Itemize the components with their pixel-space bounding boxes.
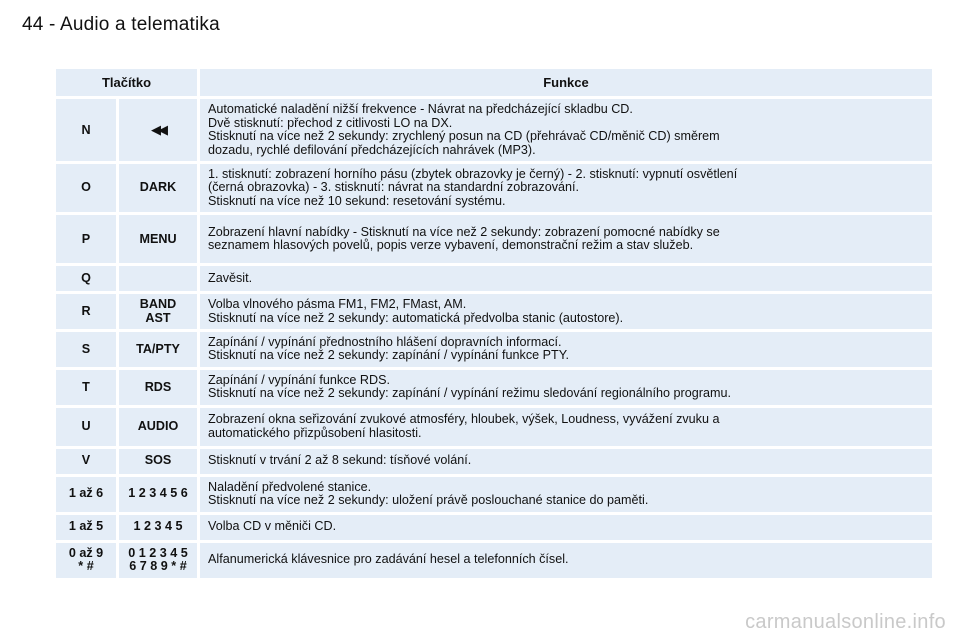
button-key: TA/PTY [119,332,200,367]
button-key: AUDIO [119,408,200,446]
button-letter: N [56,99,119,161]
function-description: Automatické naladění nižší frekvence - Návrat na předcházející skladbu CD. Dvě stisknutí: přechod z citlivosti LO na DX. Stisknutí na více než 2 sekundy: zrychlený posun na CD (přehrávač CD/měnič CD) směrem dozadu, rychlé defilování předcházejících nahrávek (MP3). [200,99,932,161]
button-key: BAND AST [119,294,200,329]
button-letter: O [56,164,119,212]
function-description: Alfanumerická klávesnice pro zadávání hesel a telefonních čísel. [200,543,932,578]
header-button: Tlačítko [56,69,200,96]
table-row [56,477,932,512]
page-header: 44 - Audio a telematika [22,14,220,35]
rewind-icon: ◀◀ [151,122,165,138]
table-row [56,164,932,212]
button-letter: S [56,332,119,367]
button-letter: P [56,215,119,263]
button-key: 1 2 3 4 5 [119,515,200,540]
button-letter: 1 až 5 [56,515,119,540]
function-description: Volba CD v měniči CD. [200,515,932,540]
header-function: Funkce [200,69,932,96]
watermark: carmanualsonline.info [745,611,946,633]
table-header-row [56,69,932,96]
function-description: Zavěsit. [200,266,932,291]
function-description: Volba vlnového pásma FM1, FM2, FMast, AM. Stisknutí na více než 2 sekundy: automatická předvolba stanic (autostore). [200,294,932,329]
button-key: 0 1 2 3 4 5 6 7 8 9 * # [119,543,200,578]
table-row [56,370,932,405]
button-letter: T [56,370,119,405]
table-row [56,543,932,578]
button-key [119,99,200,161]
button-key: MENU [119,215,200,263]
button-letter: R [56,294,119,329]
button-key [119,266,200,291]
button-letter: V [56,449,119,474]
function-table [56,66,932,581]
table-row [56,449,932,474]
button-key: SOS [119,449,200,474]
table-row [56,294,932,329]
table-row [56,515,932,540]
table-row [56,215,932,263]
table-row [56,408,932,446]
button-key: DARK [119,164,200,212]
table-row [56,266,932,291]
function-description: 1. stisknutí: zobrazení horního pásu (zbytek obrazovky je černý) - 2. stisknutí: vypnutí osvětlení (černá obrazovka) - 3. stisknutí: návrat na standardní zobrazování. Stisknutí na více než 10 sekund: resetování systému. [200,164,932,212]
function-description: Zobrazení okna seřizování zvukové atmosféry, hloubek, výšek, Loudness, vyvážení zvuku a automatického přizpůsobení hlasitosti. [200,408,932,446]
function-description: Zobrazení hlavní nabídky - Stisknutí na více než 2 sekundy: zobrazení pomocné nabídky se seznamem hlasových povelů, popis verze vybavení, demonstrační režim a stav služeb. [200,215,932,263]
button-letter: U [56,408,119,446]
table-row [56,332,932,367]
button-letter: 1 až 6 [56,477,119,512]
function-description: Zapínání / vypínání funkce RDS. Stisknutí na více než 2 sekundy: zapínání / vypínání režimu sledování regionálního programu. [200,370,932,405]
button-letter: 0 až 9 * # [56,543,119,578]
function-description: Zapínání / vypínání přednostního hlášení dopravních informací. Stisknutí na více než 2 sekundy: zapínání / vypínání funkce PTY. [200,332,932,367]
table-row [56,99,932,161]
function-description: Stisknutí v trvání 2 až 8 sekund: tísňové volání. [200,449,932,474]
button-letter: Q [56,266,119,291]
button-key: 1 2 3 4 5 6 [119,477,200,512]
button-key: RDS [119,370,200,405]
function-description: Naladění předvolené stanice. Stisknutí na více než 2 sekundy: uložení právě poslouchané stanice do paměti. [200,477,932,512]
